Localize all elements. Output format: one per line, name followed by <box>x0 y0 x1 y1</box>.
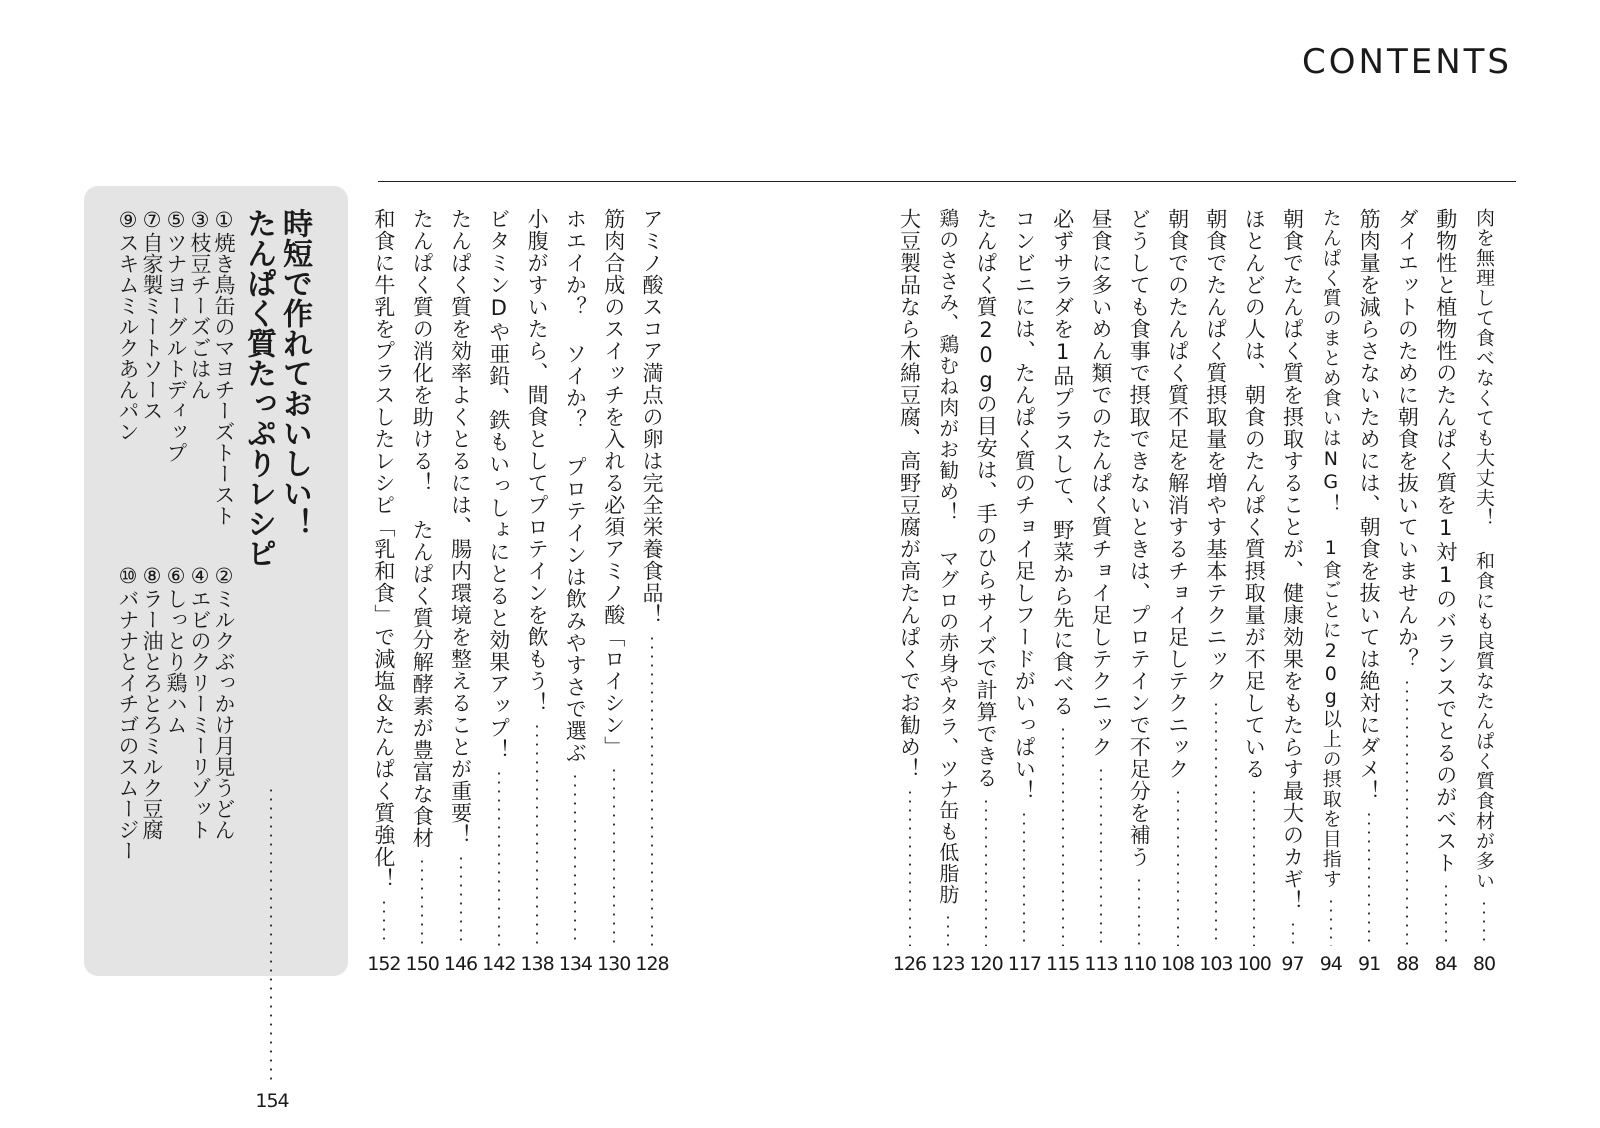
leader-dots <box>574 772 576 946</box>
toc-entry[interactable] <box>522 208 552 988</box>
toc-entry-page: 97 <box>1281 953 1304 975</box>
toc-entry[interactable] <box>1239 208 1269 988</box>
leader-dots <box>383 898 385 946</box>
toc-entry-title: たんぱく質のまとめ食いはNG！ 1食ごとに20g以上の摂取を目指す <box>1319 208 1342 889</box>
leader-dots <box>1483 899 1485 946</box>
panel-title-line1: 時短で作れておいしい！ <box>277 208 312 538</box>
leader-dots <box>1100 766 1102 946</box>
recipe-item: ⑥しっとり鶏ハム <box>164 564 188 735</box>
leader-dots <box>1368 810 1370 946</box>
panel-title-line2: たんぱく質たっぷりレシピ <box>241 208 276 568</box>
leader-dots <box>1177 788 1179 946</box>
toc-entry-page: 88 <box>1396 953 1419 975</box>
toc-entry-title: 筋肉合成のスイッチを入れる必須アミノ酸「ロイシン」 <box>601 208 626 758</box>
recipe-item: ⑧ラー油とろとろミルク豆腐 <box>140 564 164 840</box>
recipe-item: ②ミルクぶっかけ月見うどん <box>212 564 236 840</box>
toc-entry[interactable] <box>1048 208 1078 988</box>
toc-entry-page: 152 <box>367 953 401 975</box>
toc-entry[interactable] <box>1007 208 1042 988</box>
toc-entry-page: 123 <box>931 953 965 975</box>
toc-entry-page: 134 <box>558 953 593 975</box>
toc-entry[interactable] <box>892 208 927 988</box>
toc-entry-page: 110 <box>1122 953 1156 975</box>
toc-entry-page: 115 <box>1046 953 1080 975</box>
toc-entry[interactable] <box>407 208 437 988</box>
toc-entry-title: 筋肉量を減らさないためには、朝食を抜いては絶対にダメ！ <box>1357 208 1382 802</box>
toc-entry-title: ビタミンDや亜鉛、鉄もいっしょにとると効果アップ！ <box>486 208 511 761</box>
toc-entry[interactable] <box>971 208 1001 988</box>
toc-entry[interactable] <box>558 208 593 988</box>
toc-entry-title: 必ずサラダを1品プラスして、野菜から先に食べる <box>1050 208 1075 717</box>
toc-entry-title: コンビニには、たんぱく質のチョイ足しフードがいっぱい！ <box>1012 208 1037 802</box>
leader-dots <box>270 786 272 1086</box>
toc-entry[interactable] <box>1316 208 1346 988</box>
toc-entry[interactable] <box>933 208 963 988</box>
toc-entry[interactable] <box>1201 208 1231 988</box>
toc-entry-title: 朝食でのたんぱく質不足を解消するチョイ足しテクニック <box>1165 208 1190 780</box>
toc-entry-title: ほとんどの人は、朝食のたんぱく質摂取量が不足している <box>1242 208 1267 780</box>
toc-entry[interactable] <box>1124 208 1154 988</box>
toc-entry-page: 126 <box>892 953 927 975</box>
toc-entry[interactable] <box>443 208 478 988</box>
leader-dots <box>460 854 462 946</box>
toc-entry-title: たんぱく質20gの目安は、手のひらサイズで計算できる <box>974 208 999 789</box>
toc-entry-title: 動物性と植物性のたんぱく質を1対1のバランスでとるのがベスト <box>1433 208 1458 874</box>
toc-entry-page: 100 <box>1237 953 1271 975</box>
toc-entry[interactable] <box>1354 208 1384 988</box>
panel-page-number: 154 <box>255 1090 289 1112</box>
toc-entry[interactable] <box>484 208 514 988</box>
leader-dots <box>1215 700 1217 946</box>
leader-dots <box>1023 810 1025 946</box>
toc-entry[interactable] <box>1160 208 1195 988</box>
toc-entry[interactable] <box>1431 208 1461 988</box>
recipe-panel <box>84 186 348 1112</box>
toc-entry-page: 130 <box>597 953 631 975</box>
leader-dots <box>613 766 615 946</box>
recipe-item: ⑤ツナヨーグルトディップ <box>164 208 188 463</box>
toc-entry-page: 128 <box>635 953 669 975</box>
leader-dots <box>1253 788 1255 946</box>
leader-dots <box>421 857 423 946</box>
leader-dots <box>1445 882 1447 946</box>
toc-entry-page: 113 <box>1084 953 1118 975</box>
toc-entry-page: 94 <box>1319 953 1342 975</box>
leader-dots <box>985 797 987 946</box>
toc-entry[interactable] <box>599 208 629 988</box>
recipe-item: ⑨スキムミルクあんパン <box>116 208 140 442</box>
leader-dots <box>1330 897 1332 946</box>
leader-dots <box>1406 678 1408 946</box>
toc-entry-title: 大豆製品なら木綿豆腐、高野豆腐が高たんぱくでお勧め！ <box>897 208 922 780</box>
toc-entry-title: 昼食に多いめん類でのたんぱく質チョイ足しテクニック <box>1089 208 1113 758</box>
page-title: CONTENTS <box>1302 42 1512 82</box>
toc-entry-page: 117 <box>1007 953 1042 975</box>
toc-entry-title: 小腹がすいたら、間食としてプロテインを飲もう！ <box>525 208 550 714</box>
toc-entry-title: ダイエットのために朝食を抜いていませんか？ <box>1395 208 1420 670</box>
toc-entry-title: 朝食でたんぱく質を摂取することが、健康効果をもたらす最大のカギ！ <box>1280 208 1305 912</box>
leader-dots <box>536 722 538 946</box>
toc-entry-page: 146 <box>443 953 478 975</box>
toc-entry[interactable] <box>1086 208 1116 988</box>
toc-entry-title: 鶏のささみ、鶏むね肉がお勧め！ マグロの赤身やタラ、ツナ缶も低脂肪 <box>935 208 960 905</box>
leader-dots <box>1292 920 1294 946</box>
toc-entry[interactable] <box>637 208 667 988</box>
leader-dots <box>1138 876 1140 946</box>
toc-entry[interactable] <box>369 208 399 988</box>
toc-entry-title: たんぱく質の消化を助ける！ たんぱく質分解酵素が豊富な食材 <box>410 208 435 849</box>
recipe-item: ①焼き鳥缶のマヨチーズトースト <box>212 208 236 526</box>
toc-entry-title: 肉を無理して食べなくても大丈夫！ 和食にも良質なたんぱく質食材が多い <box>1473 208 1495 891</box>
recipe-item: ⑦自家製ミートソース <box>140 208 164 421</box>
recipe-item: ④エビのクリーミーリゾット <box>188 564 212 840</box>
toc-entry-page: 120 <box>969 953 1003 975</box>
toc-entry-page: 80 <box>1472 953 1496 975</box>
toc-entry-title: たんぱく質を効率よくとるには、腸内環境を整えることが重要！ <box>448 208 473 846</box>
leader-dots <box>651 634 653 946</box>
toc-entry-title: どうしても食事で摂取できないときは、プロテインで不足分を補う <box>1127 208 1152 868</box>
toc-entry-title: 和食に牛乳をプラスしたレシピ「乳和食」で減塩＆たんぱく質強化！ <box>371 208 396 890</box>
toc-entry[interactable] <box>1392 208 1422 988</box>
leader-dots <box>947 913 949 946</box>
leader-dots <box>498 769 500 946</box>
toc-entry-title: 朝食でたんぱく質摂取量を増やす基本テクニック <box>1203 208 1228 692</box>
toc-entry-page: 91 <box>1358 953 1381 975</box>
toc-entry-page: 138 <box>520 953 554 975</box>
toc-entry-page: 103 <box>1199 953 1233 975</box>
toc-entry-title: ホエイか？ ソイか？ プロテインは飲みやすさで選ぶ <box>563 208 588 764</box>
toc-entry[interactable] <box>1278 208 1308 988</box>
recipe-item: ③枝豆チーズごはん <box>188 208 212 400</box>
toc-entry-page: 142 <box>482 953 516 975</box>
toc-entry[interactable] <box>1469 208 1499 988</box>
toc-entry-page: 108 <box>1160 953 1195 975</box>
leader-dots <box>1062 725 1064 946</box>
leader-dots <box>909 788 911 946</box>
toc-entry-page: 84 <box>1434 953 1457 975</box>
recipe-item: ⑩バナナとイチゴのスムージー <box>116 564 140 861</box>
divider <box>378 181 1516 182</box>
toc-entry-page: 150 <box>405 953 439 975</box>
toc-entry-title: アミノ酸スコア満点の卵は完全栄養食品！ <box>640 208 664 626</box>
